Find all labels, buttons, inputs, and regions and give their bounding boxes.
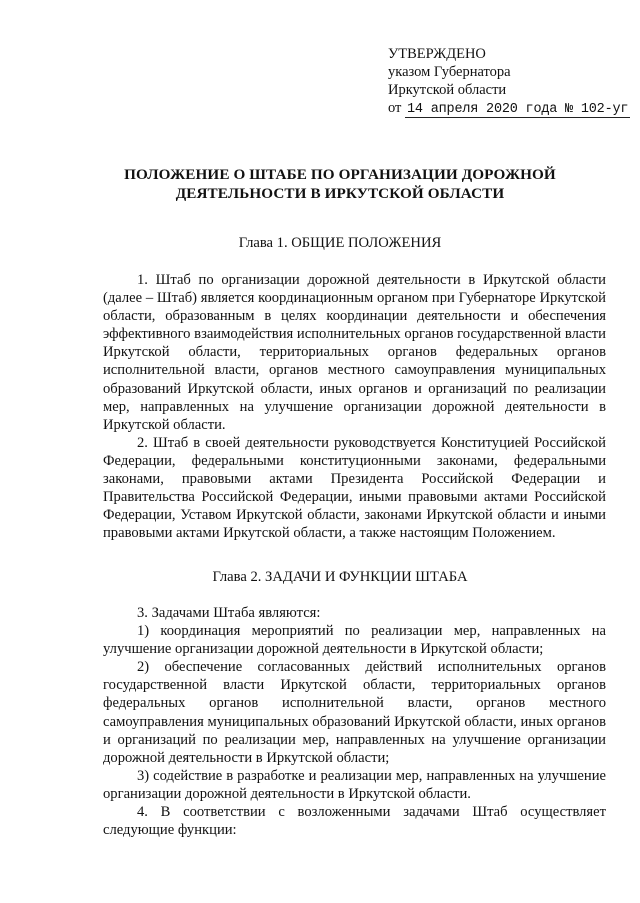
paragraph-3: 3. Задачами Штаба являются:	[137, 605, 321, 621]
task-item-2: 2) обеспечение согласованных действий исполнительных органов государственной власти Иркутской области, территориальных органов федеральных органов исполнительной власти, органов местного самоуправления муниципальных образований Иркутской области, иных органов и организаций по реализации мер, направленных на улучшение организации дорожной деятельности в Иркутской области;	[103, 659, 606, 766]
chapter-1-body	[103, 271, 606, 542]
approval-date-number: 14 апреля 2020 года № 102-уг	[407, 102, 629, 117]
paragraph-4: 4. В соответствии с возложенными задачами Штаб осуществляет следующие функции:	[103, 804, 606, 839]
chapter-2-body	[103, 604, 606, 839]
title-line-1: ПОЛОЖЕНИЕ О ШТАБЕ ПО ОРГАНИЗАЦИИ ДОРОЖНОЙ	[124, 166, 556, 183]
approval-block	[388, 45, 633, 119]
title-line-2: ДЕЯТЕЛЬНОСТИ В ИРКУТСКОЙ ОБЛАСТИ	[175, 185, 505, 202]
approval-word: УТВЕРЖДЕНО	[388, 46, 486, 62]
approval-authority: указом Губернатора	[388, 64, 511, 80]
approval-region: Иркутской области	[388, 82, 507, 98]
approval-date-prefix: от	[388, 100, 402, 116]
approval-date-line	[388, 99, 633, 119]
task-item-3: 3) содействие в разработке и реализации мер, направленных на улучшение организации дорожной деятельности в Иркутской области.	[103, 767, 606, 802]
document-title	[60, 165, 620, 203]
chapter-2-heading: Глава 2. ЗАДАЧИ И ФУНКЦИИ ШТАБА	[212, 569, 468, 585]
task-item-1: 1) координация мероприятий по реализации мер, направленных на улучшение организации дорожной деятельности в Иркутской области;	[103, 623, 606, 658]
paragraph-2: 2. Штаб в своей деятельности руководствуется Конституцией Российской Федерации, федеральными конституционными законами, федеральными законами, правовыми актами Президента Российской Федерации и Правительства Российской Федерации, иными правовыми актами Российской Федерации, Уставом Иркутской области, законами Иркутской области и иными правовыми актами Иркутской области, а также настоящим Положением.	[103, 434, 606, 542]
chapter-1-heading: Глава 1. ОБЩИЕ ПОЛОЖЕНИЯ	[238, 235, 442, 251]
paragraph-1: 1. Штаб по организации дорожной деятельности в Иркутской области (далее – Штаб) является координационным органом при Губернаторе Иркутской области, образованным в целях координации деятельности и обеспечения эффективного взаимодействия исполнительных органов государственной власти Иркутской области, территориальных органов федеральных органов исполнительной власти, органов местного самоуправления муниципальных образований Иркутской области, иных органов и организаций по реализации мер, направленных на улучшение организации дорожной деятельности в Иркутской области.	[103, 272, 606, 433]
